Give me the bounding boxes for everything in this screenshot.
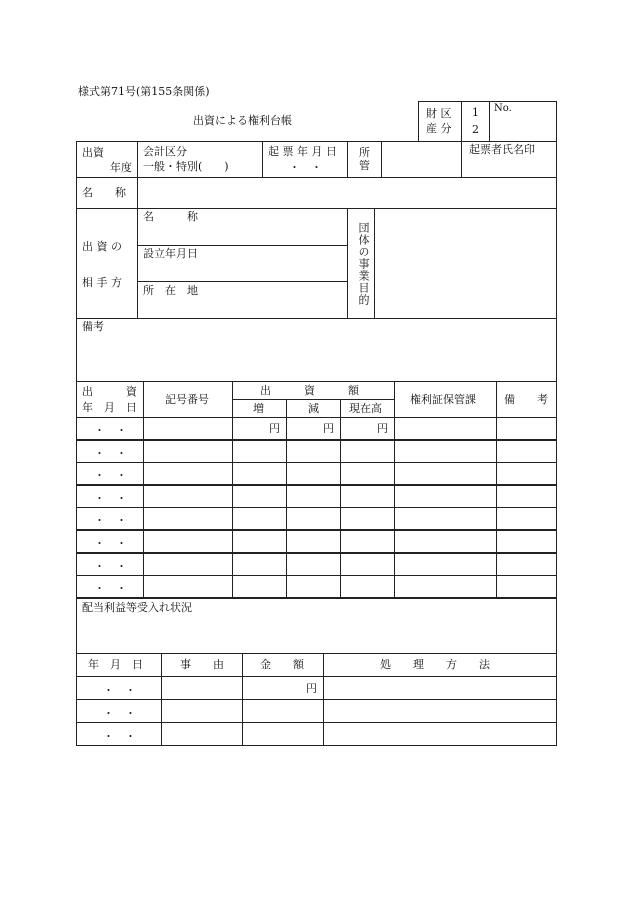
account-class-options: 一般・特別( ) (143, 160, 229, 173)
invest-cell[interactable] (496, 553, 557, 576)
invest-cell[interactable] (143, 462, 233, 485)
dividend-cell[interactable] (242, 722, 324, 746)
invest-cell[interactable] (496, 417, 557, 440)
invest-cell[interactable] (232, 485, 287, 508)
invest-cell[interactable] (340, 553, 395, 576)
partner-label-2: 相 手 方 (82, 276, 122, 289)
dividend-cell[interactable] (161, 676, 243, 700)
invest-cell[interactable] (340, 507, 395, 530)
form-title: 出資による権利台帳 (193, 114, 292, 127)
dividend-yen: 円 (306, 682, 317, 695)
invest-cell[interactable] (143, 530, 233, 553)
invest-cell[interactable] (143, 485, 233, 508)
invest-date-dots: ・ ・ (94, 446, 127, 460)
col-decrease-label: 減 (308, 402, 319, 415)
invest-date-dots: ・ ・ (94, 537, 127, 550)
div-col-amount-label: 金 額 (260, 658, 304, 671)
invest-cell[interactable] (340, 462, 395, 485)
invest-cell[interactable] (232, 507, 287, 530)
account-class-label: 会計区分 (143, 145, 187, 158)
partner-founded-label: 設立年月日 (143, 247, 198, 260)
asset-class-line2: 産 分 (426, 122, 452, 135)
div-col-date-label: 年 月 日 (88, 658, 143, 671)
asset-option-2: 2 (472, 123, 479, 136)
invest-date-dots: ・ ・ (94, 514, 127, 528)
invest-cell[interactable] (232, 553, 287, 576)
invest-cell[interactable] (496, 530, 557, 553)
invest-cell[interactable] (394, 507, 497, 530)
name-value-cell[interactable] (137, 177, 557, 209)
div-col-reason-label: 事 由 (180, 658, 224, 671)
partner-address-label: 所 在 地 (143, 284, 198, 297)
number-label: No. (494, 103, 512, 114)
invest-cell[interactable] (394, 575, 497, 598)
dividend-cell[interactable] (161, 722, 243, 746)
invest-cell[interactable] (496, 440, 557, 463)
yen-balance: 円 (377, 422, 388, 435)
invest-cell[interactable] (143, 417, 233, 440)
yen-decrease: 円 (323, 422, 334, 435)
invest-cell[interactable] (286, 485, 341, 508)
col-increase-label: 増 (253, 402, 264, 415)
invest-date-dots: ・ ・ (94, 469, 127, 483)
invest-cell[interactable] (232, 462, 287, 485)
purpose-label: 団体の事業目的 (357, 222, 370, 306)
remarks-cell[interactable] (76, 318, 557, 382)
invest-date-dots: ・ ・ (94, 491, 127, 505)
invest-cell[interactable] (143, 575, 233, 598)
dividend-date-dots: ・ ・ (103, 730, 136, 743)
invest-cell[interactable] (286, 553, 341, 576)
fiscal-label-nendo: 年度 (110, 161, 132, 174)
purpose-value-cell[interactable] (374, 208, 557, 319)
invest-cell[interactable] (232, 530, 287, 553)
dividend-cell[interactable] (161, 699, 243, 723)
invest-cell[interactable] (286, 462, 341, 485)
col-dept-label: 権利証保管課 (410, 393, 476, 406)
invest-cell[interactable] (394, 462, 497, 485)
invest-date-dots: ・ ・ (94, 559, 127, 573)
dividend-cell[interactable] (323, 676, 557, 700)
invest-cell[interactable] (286, 507, 341, 530)
jurisdiction-label-1: 所 (359, 146, 370, 159)
invest-cell[interactable] (286, 440, 341, 463)
col-kigo-label: 記号番号 (165, 393, 209, 406)
col-invest-date-label-1: 出 資 (82, 385, 137, 398)
draft-date-dots: ・ ・ (289, 161, 322, 174)
invest-cell[interactable] (340, 440, 395, 463)
fiscal-label-shusshi: 出資 (82, 146, 104, 159)
col-remarks-label: 備 考 (504, 393, 548, 406)
partner-name-label: 名 称 (143, 210, 198, 223)
asset-option-1: 1 (472, 106, 479, 119)
dividend-cell[interactable] (323, 722, 557, 746)
invest-cell[interactable] (394, 553, 497, 576)
invest-cell[interactable] (143, 440, 233, 463)
invest-cell[interactable] (394, 417, 497, 440)
remarks-label: 備考 (82, 320, 104, 333)
col-balance-label: 現在高 (349, 402, 382, 415)
jurisdiction-label-2: 管 (359, 159, 370, 172)
invest-cell[interactable] (394, 485, 497, 508)
dividend-date-dots: ・ ・ (103, 707, 136, 720)
invest-date-dots: ・ ・ (94, 424, 127, 437)
div-col-method-label: 処 理 方 法 (380, 658, 490, 671)
dividend-date-dots: ・ ・ (103, 684, 136, 697)
invest-cell[interactable] (496, 507, 557, 530)
col-amount-label: 出 資 額 (260, 384, 359, 397)
yen-increase: 円 (269, 422, 280, 435)
invest-cell[interactable] (286, 575, 341, 598)
partner-label-1: 出 資 の (82, 240, 122, 253)
invest-date-dots: ・ ・ (94, 582, 127, 596)
col-invest-date-label-2: 年 月 日 (82, 401, 137, 414)
draft-date-label: 起 票 年 月 日 (268, 145, 337, 158)
invest-cell[interactable] (340, 485, 395, 508)
jurisdiction-value-cell[interactable] (381, 141, 462, 178)
dividend-cell[interactable] (323, 699, 557, 723)
invest-cell[interactable] (496, 462, 557, 485)
invest-cell[interactable] (340, 530, 395, 553)
asset-class-line1: 財 区 (426, 107, 452, 120)
invest-cell[interactable] (232, 575, 287, 598)
dividend-label: 配当利益等受入れ状況 (82, 601, 192, 614)
dividend-cell[interactable] (242, 699, 324, 723)
invest-cell[interactable] (340, 575, 395, 598)
invest-cell[interactable] (143, 507, 233, 530)
drafter-seal-label: 起票者氏名印 (469, 143, 535, 156)
partner-label-cell (76, 208, 138, 319)
form-number: 様式第71号(第155条関係) (78, 85, 210, 98)
invest-cell[interactable] (143, 553, 233, 576)
invest-cell[interactable] (286, 530, 341, 553)
invest-cell[interactable] (232, 440, 287, 463)
name-label: 名 称 (82, 186, 126, 199)
invest-cell[interactable] (394, 440, 497, 463)
invest-cell[interactable] (496, 575, 557, 598)
invest-cell[interactable] (394, 530, 497, 553)
invest-cell[interactable] (496, 485, 557, 508)
